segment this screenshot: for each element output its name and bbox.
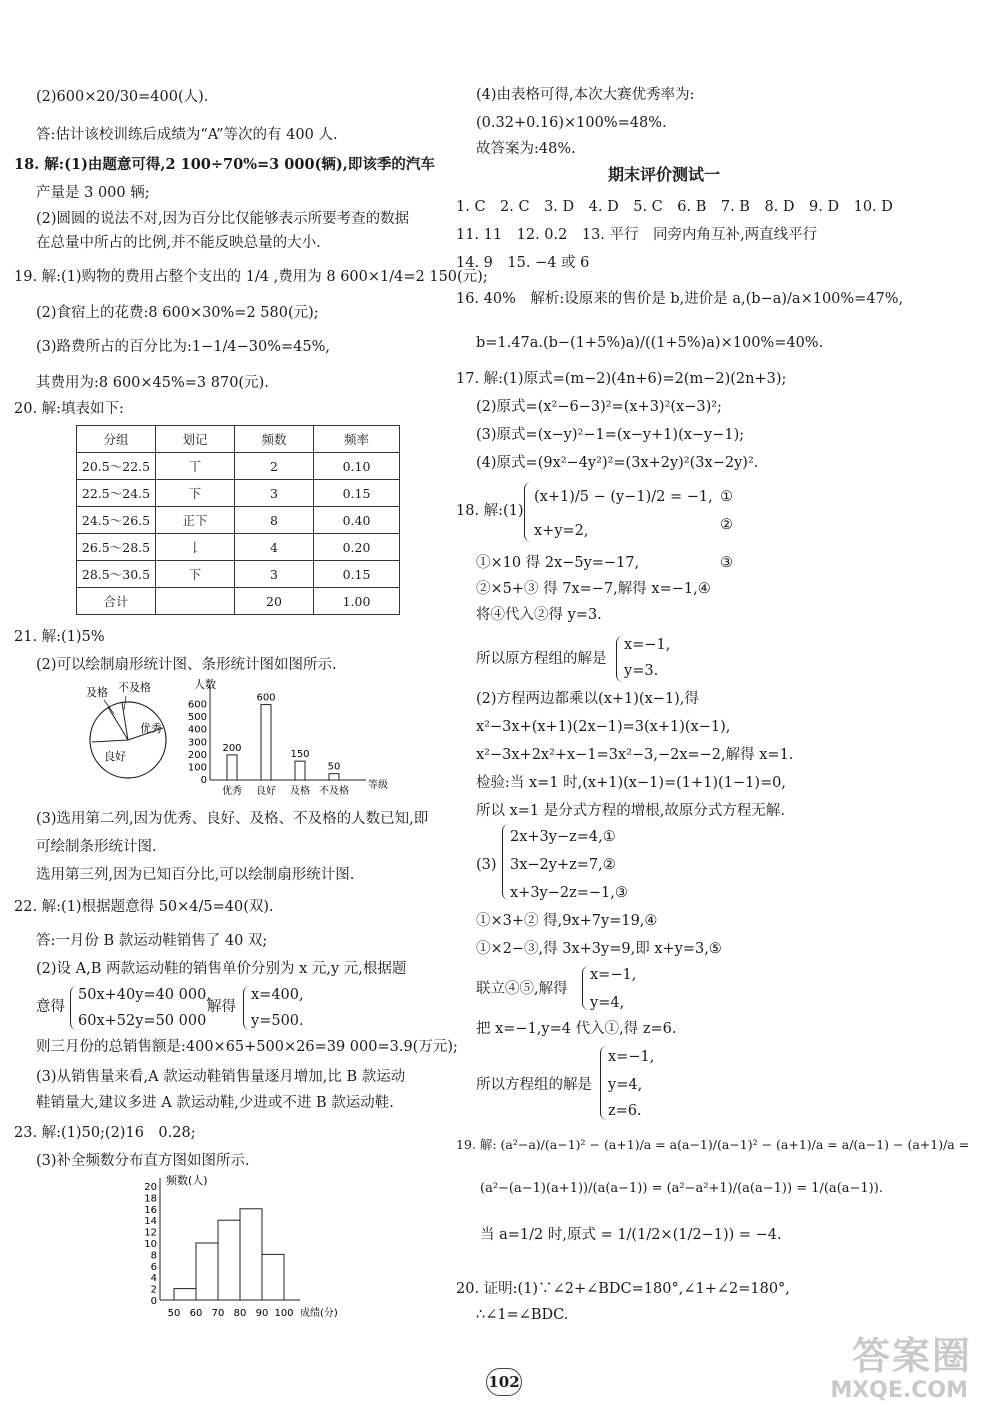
x-tick-label: 90 xyxy=(255,1308,269,1319)
y-tick-label: 400 xyxy=(187,724,207,736)
page-number: 102 xyxy=(486,1368,522,1396)
text-line: 答:一月份 B 款运动鞋销售了 40 双; xyxy=(36,933,268,949)
text-line: (3)选用第二列,因为优秀、良好、及格、不及格的人数已知,即 xyxy=(36,811,429,827)
histogram-bar xyxy=(240,1209,262,1300)
x-tick-label: 优秀 xyxy=(222,786,242,797)
text-line: (4)由表格可得,本次大赛优秀率为: xyxy=(476,87,695,103)
table-cell: 2 xyxy=(235,453,314,480)
text-line: (3) xyxy=(476,857,497,873)
table-row xyxy=(77,480,400,507)
equation-brace xyxy=(616,636,623,682)
x-tick-label: 良好 xyxy=(256,786,276,797)
histogram-scores xyxy=(130,1172,360,1322)
table-cell: 26.5～28.5 xyxy=(77,534,156,561)
table-cell: 下 xyxy=(156,561,235,588)
table-row xyxy=(77,561,400,588)
pie-label: 优秀 xyxy=(140,722,162,735)
equation-line: y=500. xyxy=(251,1013,304,1029)
y-tick-label: 20 xyxy=(144,1182,157,1193)
frequency-table xyxy=(76,425,400,615)
y-tick-label: 14 xyxy=(144,1216,157,1228)
text-line: (2)圆圆的说法不对,因为百分比仅能够表示所要考查的数据 xyxy=(36,211,410,227)
text-line: 所以方程组的解是 xyxy=(476,1077,592,1093)
table-cell: 0.15 xyxy=(314,561,400,588)
watermark-logo: 答案圈 xyxy=(851,1334,972,1378)
equation-line: x+y=2, xyxy=(534,523,589,539)
table-cell: 8 xyxy=(235,507,314,534)
pie-label: 良好 xyxy=(104,750,126,763)
text-line: (3)从销售量来看,A 款运动鞋销售量逐月增加,比 B 款运动 xyxy=(36,1069,406,1085)
text-line: (2)方程两边都乘以(x+1)(x−1),得 xyxy=(476,691,699,707)
q18-line: 18. 解:(1)由题意可得,2 100÷70%=3 000(辆),即该季的汽车 xyxy=(14,156,435,173)
text-line: 故答案为:48%. xyxy=(476,141,576,157)
answer-line: 11. 11 12. 0.2 13. 平行 同旁内角互补,两直线平行 xyxy=(456,227,818,243)
section-title: 期末评价测试一 xyxy=(608,165,721,184)
text-line: ∴∠1=∠BDC. xyxy=(476,1307,569,1323)
y-tick-label: 500 xyxy=(187,712,207,724)
table-cell: 22.5～24.5 xyxy=(77,480,156,507)
equation-brace xyxy=(70,986,77,1030)
text-line: 把 x=−1,y=4 代入①,得 z=6. xyxy=(476,1021,677,1037)
bar-value-label: 150 xyxy=(290,749,310,761)
equation-line: y=4, xyxy=(590,995,625,1011)
bar xyxy=(329,774,339,780)
text-line: (3)路费所占的百分比为:1−1/4−30%=45%, xyxy=(36,339,330,355)
watermark-url: MXQE.COM xyxy=(830,1378,968,1403)
bar-value-label: 600 xyxy=(256,692,276,704)
table-cell: 24.5～26.5 xyxy=(77,507,156,534)
text-line: 产量是 3 000 辆; xyxy=(36,185,150,201)
equation-marker: ③ xyxy=(720,555,733,571)
equation-line: y=4, xyxy=(608,1077,643,1093)
q18-line: 18. 解:(1) xyxy=(456,503,524,519)
table-cell: 合计 xyxy=(77,588,156,615)
equation-line: 50x+40y=40 000, xyxy=(78,987,211,1003)
table-cell: 𠄌 xyxy=(156,534,235,561)
y-tick-label: 100 xyxy=(187,762,207,774)
text-line: ①×10 得 2x−5y=−17, xyxy=(476,555,640,571)
y-tick-label: 6 xyxy=(150,1261,157,1273)
table-cell: 0.10 xyxy=(314,453,400,480)
table-header-row xyxy=(77,426,400,453)
pie-label: 及格 xyxy=(86,686,108,699)
table-cell: 0.40 xyxy=(314,507,400,534)
equation-marker: ① xyxy=(720,489,733,505)
bar-value-label: 50 xyxy=(327,761,341,773)
answer-line: 1. C 2. C 3. D 4. D 5. C 6. B 7. B 8. D 9. D 10. D xyxy=(456,199,893,215)
text-line: (2)可以绘制扇形统计图、条形统计图如图所示. xyxy=(36,657,337,673)
table-cell: 3 xyxy=(235,480,314,507)
text-line: 联立④⑤,解得 xyxy=(476,981,568,997)
q19-line: 19. 解: (a²−a)/(a−1)² − (a+1)/a = a(a−1)/(a−1)² − (a+1)/a = a/(a−1) − (a+1)/a = xyxy=(456,1137,970,1152)
answer-line: 14. 9 15. −4 或 6 xyxy=(456,255,590,271)
table-cell: 20 xyxy=(235,588,314,615)
histogram-bar xyxy=(262,1254,284,1300)
text-line: ①×3+② 得,9x+7y=19,④ xyxy=(476,913,658,929)
table-cell: 3 xyxy=(235,561,314,588)
text-line: (3)原式=(x−y)²−1=(x−y+1)(x−y−1); xyxy=(476,427,745,443)
y-tick-label: 0 xyxy=(200,775,207,786)
table-header: 划记 xyxy=(156,426,235,453)
equation-line: (x+1)/5 − (y−1)/2 = −1, xyxy=(534,489,713,505)
y-tick-label: 200 xyxy=(187,749,207,761)
x-tick-label: 80 xyxy=(233,1308,247,1319)
table-cell: 0.15 xyxy=(314,480,400,507)
text-line: 其费用为:8 600×45%=3 870(元). xyxy=(36,375,269,391)
y-tick-label: 600 xyxy=(187,699,207,711)
y-tick-label: 18 xyxy=(144,1193,157,1205)
equation-line: 60x+52y=50 000 xyxy=(78,1013,207,1029)
equation-line: 3x−2y+z=7,② xyxy=(510,857,616,873)
text-line: 意得 xyxy=(36,999,65,1015)
text-line: x²−3x+2x²+x−1=3x²−3,−2x=−2,解得 x=1. xyxy=(476,747,794,763)
text-line: 则三月份的总销售额是:400×65+500×26=39 000=3.9(万元); xyxy=(36,1039,458,1055)
q17-line: 17. 解:(1)原式=(m−2)(4n+6)=2(m−2)(2n+3); xyxy=(456,371,787,387)
y-tick-label: 4 xyxy=(150,1273,157,1285)
equation-line: z=6. xyxy=(608,1103,642,1119)
equation-brace xyxy=(600,1046,607,1120)
x-tick-label: 不及格 xyxy=(319,786,349,797)
y-tick-label: 300 xyxy=(187,737,207,749)
x-tick-label: 100 xyxy=(274,1308,294,1319)
equation-line: x=−1, xyxy=(590,967,637,983)
text-line: (3)补全频数分布直方图如图所示. xyxy=(36,1153,250,1169)
histogram-bar xyxy=(218,1220,240,1300)
x-axis-label: 等级 xyxy=(368,780,388,791)
bar xyxy=(261,705,271,780)
x-tick-label: 50 xyxy=(167,1308,181,1319)
equation-line: 2x+3y−z=4,① xyxy=(510,829,616,845)
table-header: 分组 xyxy=(77,426,156,453)
bar xyxy=(227,755,237,780)
pie-divider xyxy=(92,740,128,742)
table-header: 频率 xyxy=(314,426,400,453)
table-cell: 正下 xyxy=(156,507,235,534)
y-tick-label: 2 xyxy=(150,1284,157,1296)
text-line: 检验:当 x=1 时,(x+1)(x−1)=(1+1)(1−1)=0, xyxy=(476,775,786,791)
equation-brace xyxy=(502,824,509,900)
table-row xyxy=(77,534,400,561)
x-axis-label: 成绩(分) xyxy=(300,1308,338,1319)
text-line: x²−3x+(x+1)(2x−1)=3(x+1)(x−1), xyxy=(476,719,731,735)
text-line: (2)设 A,B 两款运动鞋的销售单价分别为 x 元,y 元,根据题 xyxy=(36,961,407,977)
text-line: (2)600×20/30=400(人). xyxy=(36,89,209,105)
q22-line: 22. 解:(1)根据题意得 50×4/5=40(双). xyxy=(14,899,274,915)
text-line: (a²−(a−1)(a+1))/(a(a−1)) = (a²−a²+1)/(a(a−1)) = 1/(a(a−1)). xyxy=(480,1181,883,1196)
table-row xyxy=(77,507,400,534)
equation-line: x=−1, xyxy=(624,637,671,653)
text-line: 当 a=1/2 时,原式 = 1/(1/2×(1/2−1)) = −4. xyxy=(480,1227,782,1243)
equation-line: x=400, xyxy=(251,987,304,1003)
table-cell: 28.5～30.5 xyxy=(77,561,156,588)
bar-value-label: 200 xyxy=(222,742,242,754)
text-line: ①×2−③,得 3x+3y=9,即 x+y=3,⑤ xyxy=(476,941,722,957)
text-line: 将④代入②得 y=3. xyxy=(476,607,602,623)
pie-chart xyxy=(84,680,180,790)
leader-line xyxy=(104,700,114,714)
equation-line: x=−1, xyxy=(608,1049,655,1065)
table-header: 频数 xyxy=(235,426,314,453)
text-line: (2)原式=(x²−6−3)²=(x+3)²(x−3)²; xyxy=(476,399,722,415)
pie-label: 不及格 xyxy=(118,681,151,694)
y-axis-label: 人数 xyxy=(194,678,216,691)
equation-line: x+3y−2z=−1,③ xyxy=(510,885,628,901)
text-line: (0.32+0.16)×100%=48%. xyxy=(476,115,667,131)
text-line: 解得 xyxy=(207,999,236,1015)
y-tick-label: 12 xyxy=(144,1227,157,1239)
text-line: 答:估计该校训练后成绩为“A”等次的有 400 人. xyxy=(36,127,338,143)
equation-marker: ② xyxy=(720,517,733,533)
y-tick-label: 16 xyxy=(144,1204,157,1216)
table-row xyxy=(77,588,400,615)
q20-line: 20. 证明:(1)∵∠2+∠BDC=180°,∠1+∠2=180°, xyxy=(456,1281,790,1297)
text-line: (4)原式=(9x²−4y²)²=(3x+2y)²(3x−2y)². xyxy=(476,455,759,471)
q16-line: 16. 40% 解析:设原来的售价是 b,进价是 a,(b−a)/a×100%=47%, xyxy=(456,291,904,307)
text-line: 鞋销量大,建议多进 A 款运动鞋,少进或不进 B 款运动鞋. xyxy=(36,1095,394,1111)
table-cell: 4 xyxy=(235,534,314,561)
table-cell: 下 xyxy=(156,480,235,507)
equation-line: y=3. xyxy=(624,663,659,679)
text-line: (2)食宿上的花费:8 600×30%=2 580(元); xyxy=(36,305,319,321)
table-cell xyxy=(156,588,235,615)
text-line: b=1.47a.(b−(1+5%)a)/((1+5%)a)×100%=40%. xyxy=(476,335,824,351)
x-tick-label: 60 xyxy=(189,1308,203,1319)
text-line: 可绘制条形统计图. xyxy=(36,839,157,855)
histogram-bar xyxy=(196,1243,218,1300)
y-tick-label: 0 xyxy=(150,1296,157,1307)
y-axis-label: 频数(人) xyxy=(166,1174,208,1187)
equation-brace xyxy=(243,986,250,1030)
x-tick-label: 及格 xyxy=(290,786,310,797)
leader-line xyxy=(124,696,126,710)
table-row xyxy=(77,453,400,480)
table-cell: 20.5～22.5 xyxy=(77,453,156,480)
text-line: 选用第三列,因为已知百分比,可以绘制扇形统计图. xyxy=(36,867,355,883)
table-cell: 1.00 xyxy=(314,588,400,615)
q20-line: 20. 解:填表如下: xyxy=(14,401,124,417)
y-tick-label: 10 xyxy=(144,1239,157,1250)
q23-line: 23. 解:(1)50;(2)16 0.28; xyxy=(14,1125,196,1141)
table-cell: 丅 xyxy=(156,453,235,480)
bar xyxy=(295,761,305,780)
text-line: ②×5+③ 得 7x=−7,解得 x=−1,④ xyxy=(476,581,711,597)
bar-chart-grades xyxy=(180,676,400,800)
y-tick-label: 8 xyxy=(150,1250,157,1262)
histogram-bar xyxy=(174,1289,196,1300)
equation-brace xyxy=(582,966,589,1010)
text-line: 所以原方程组的解是 xyxy=(476,651,607,667)
x-tick-label: 70 xyxy=(211,1308,225,1319)
table-cell: 0.20 xyxy=(314,534,400,561)
text-line: 所以 x=1 是分式方程的增根,故原分式方程无解. xyxy=(476,803,785,819)
equation-brace xyxy=(524,482,531,542)
text-line: 在总量中所占的比例,并不能反映总量的大小. xyxy=(36,235,321,251)
q19-line: 19. 解:(1)购物的费用占整个支出的 1/4 ,费用为 8 600×1/4=2 150(元); xyxy=(14,269,488,285)
q21-line: 21. 解:(1)5% xyxy=(14,629,105,645)
